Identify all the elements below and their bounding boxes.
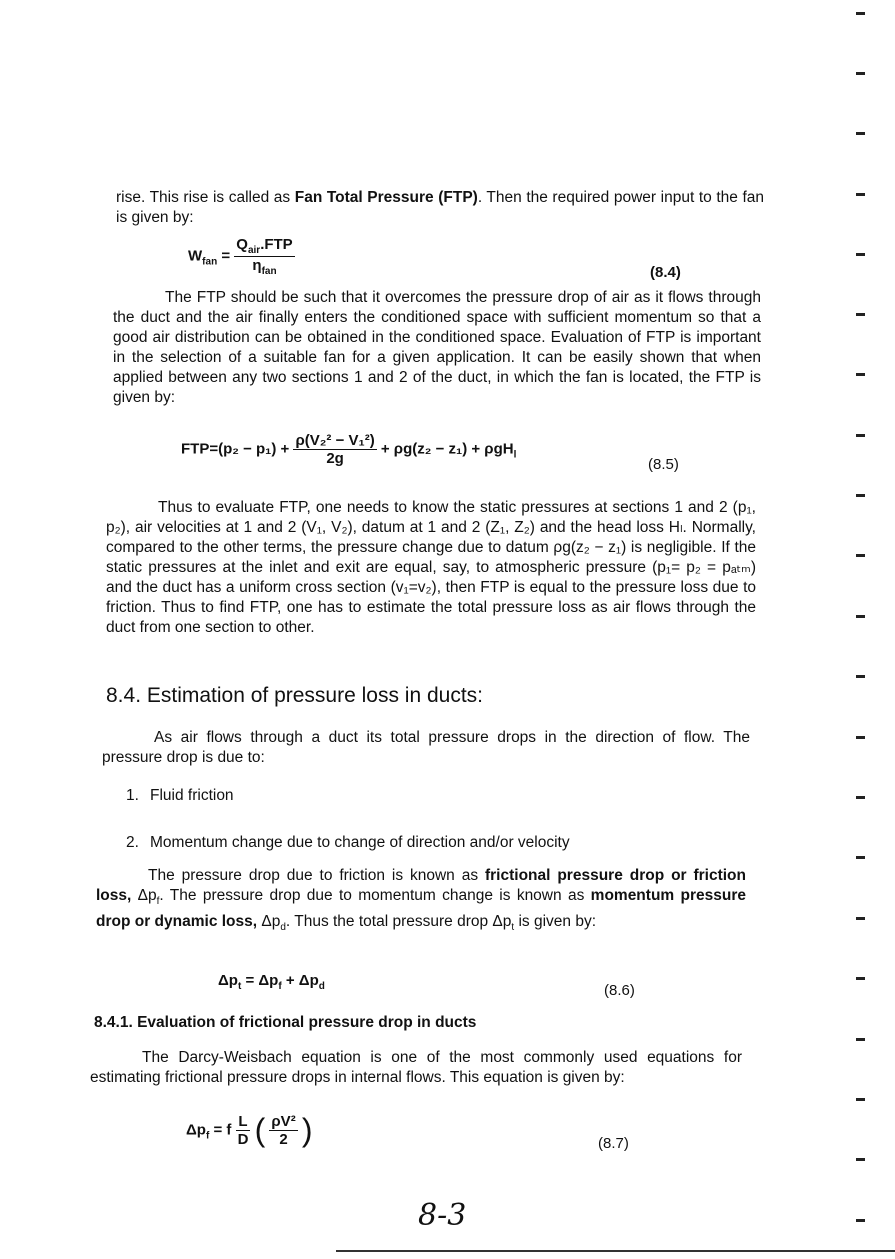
bottom-rule bbox=[336, 1250, 895, 1252]
scan-mark bbox=[856, 796, 865, 799]
scan-mark bbox=[856, 1158, 865, 1161]
scan-mark bbox=[856, 1219, 865, 1222]
fraction: $\frac{L}{D}$ bbox=[237, 1113, 249, 1148]
scan-mark bbox=[856, 554, 865, 557]
scan-mark bbox=[856, 193, 865, 196]
bold-term: Fan Total Pressure (FTP) bbox=[294, 189, 478, 206]
scan-mark bbox=[856, 253, 865, 256]
scan-mark bbox=[856, 917, 865, 920]
scan-mark bbox=[856, 1038, 865, 1041]
scan-mark bbox=[856, 72, 865, 75]
paragraph-ftp-evaluation: Thus to evaluate FTP, one needs to know the static pressures at sections 1 and 2 (p₁, p₂), air velocities at 1 and 2 (V₁, V₂), datum at 1 and 2 (Z₁, Z₂) and the head loss Hₗ. Normally, compared to the other terms, the pressure change due to datum ρg(z₂ − z₁) is negligible. If the static pressures at the inlet and exit are equal, say, to atmospheric pressure (p₁= p₂ = pₐₜₘ) and the duct has a uniform cross section (v₁=v₂), then FTP is equal to the pressure loss due to friction. Thus to find FTP, one has to estimate the total pressure loss as air flows through the duct from one section to other. bbox=[106, 499, 756, 636]
equation-ftp: FTP=(p₂ − p₁) + $\frac{\text{ρ(V₂² − V₁²)}}{2g}$ + ρg(z₂ − z₁) + ρgH$_l$ bbox=[181, 432, 517, 467]
scan-mark bbox=[856, 494, 865, 497]
paragraph-ftp-intro: rise. This rise is called as Fan Total Pressure (FTP). Then the required power input to the fan is given by: bbox=[116, 189, 764, 226]
page-number: 8-3 bbox=[418, 1198, 467, 1233]
equation-number: (8.4) bbox=[650, 264, 681, 281]
scan-mark bbox=[856, 977, 865, 980]
section-heading: 8.4. Estimation of pressure loss in ducts: bbox=[106, 684, 484, 707]
equation-darcy-weisbach: $\Delta p_f = f$ $\frac{L}{D}$ ( $\frac{\text{ρV²}}{2}$ ) bbox=[186, 1112, 313, 1148]
scan-mark bbox=[856, 313, 865, 316]
fraction: $\frac{Q_{air}.FTP}{\eta_{fan}}$ bbox=[236, 236, 293, 277]
scan-mark bbox=[856, 132, 865, 135]
equation-number: (8.7) bbox=[598, 1135, 629, 1152]
scan-mark bbox=[856, 1098, 865, 1101]
paragraph-darcy-weisbach: The Darcy-Weisbach equation is one of the most commonly used equations for estimating frictional pressure drops in internal flows. This equation is given by: bbox=[90, 1049, 742, 1086]
scan-mark bbox=[856, 736, 865, 739]
scan-mark bbox=[856, 615, 865, 618]
paragraph-friction-momentum: The pressure drop due to friction is known as frictional pressure drop or friction loss, $\Delta p_f$. The pressure drop due to momentum change is known as momentum pressure drop or dynamic loss, $\Delta p_d$. Thus the total pressure drop $\Delta p_t$ is given by: bbox=[96, 867, 747, 934]
scan-mark bbox=[856, 12, 865, 15]
scan-mark bbox=[856, 856, 865, 859]
list-item: 2. Momentum change due to change of direction and/or velocity bbox=[126, 834, 570, 851]
scan-mark bbox=[856, 434, 865, 437]
subsection-heading: 8.4.1. Evaluation of frictional pressure drop in ducts bbox=[94, 1014, 477, 1031]
equation-number: (8.5) bbox=[648, 456, 679, 473]
scan-mark bbox=[856, 675, 865, 678]
equation-fan-power: $W_{fan}$ = $\frac{Q_{air}.FTP}{\eta_{fan}}$ bbox=[188, 236, 293, 277]
fraction: $\frac{\text{ρ(V₂² − V₁²)}}{2g}$ bbox=[295, 432, 375, 467]
equation-total-pressure-drop: $\Delta p_t = \Delta p_f + \Delta p_d$ bbox=[218, 972, 325, 992]
list-item: 1. Fluid friction bbox=[126, 787, 234, 804]
paragraph-pressure-drop: As air flows through a duct its total pressure drops in the direction of flow. The pressure drop is due to: bbox=[102, 729, 750, 766]
scan-mark bbox=[856, 373, 865, 376]
equation-number: (8.6) bbox=[604, 982, 635, 999]
paragraph-ftp-explanation: The FTP should be such that it overcomes the pressure drop of air as it flows through the duct and the air finally enters the conditioned space with sufficient momentum so that a good air distribution can be obtained in the conditioned space. Evaluation of FTP is important in the selection of a suitable fan for a given application. It can be easily shown that when applied between any two sections 1 and 2 of the duct, in which the fan is located, the FTP is given by: bbox=[113, 289, 761, 406]
fraction: $\frac{\text{ρV²}}{2}$ bbox=[271, 1113, 296, 1148]
